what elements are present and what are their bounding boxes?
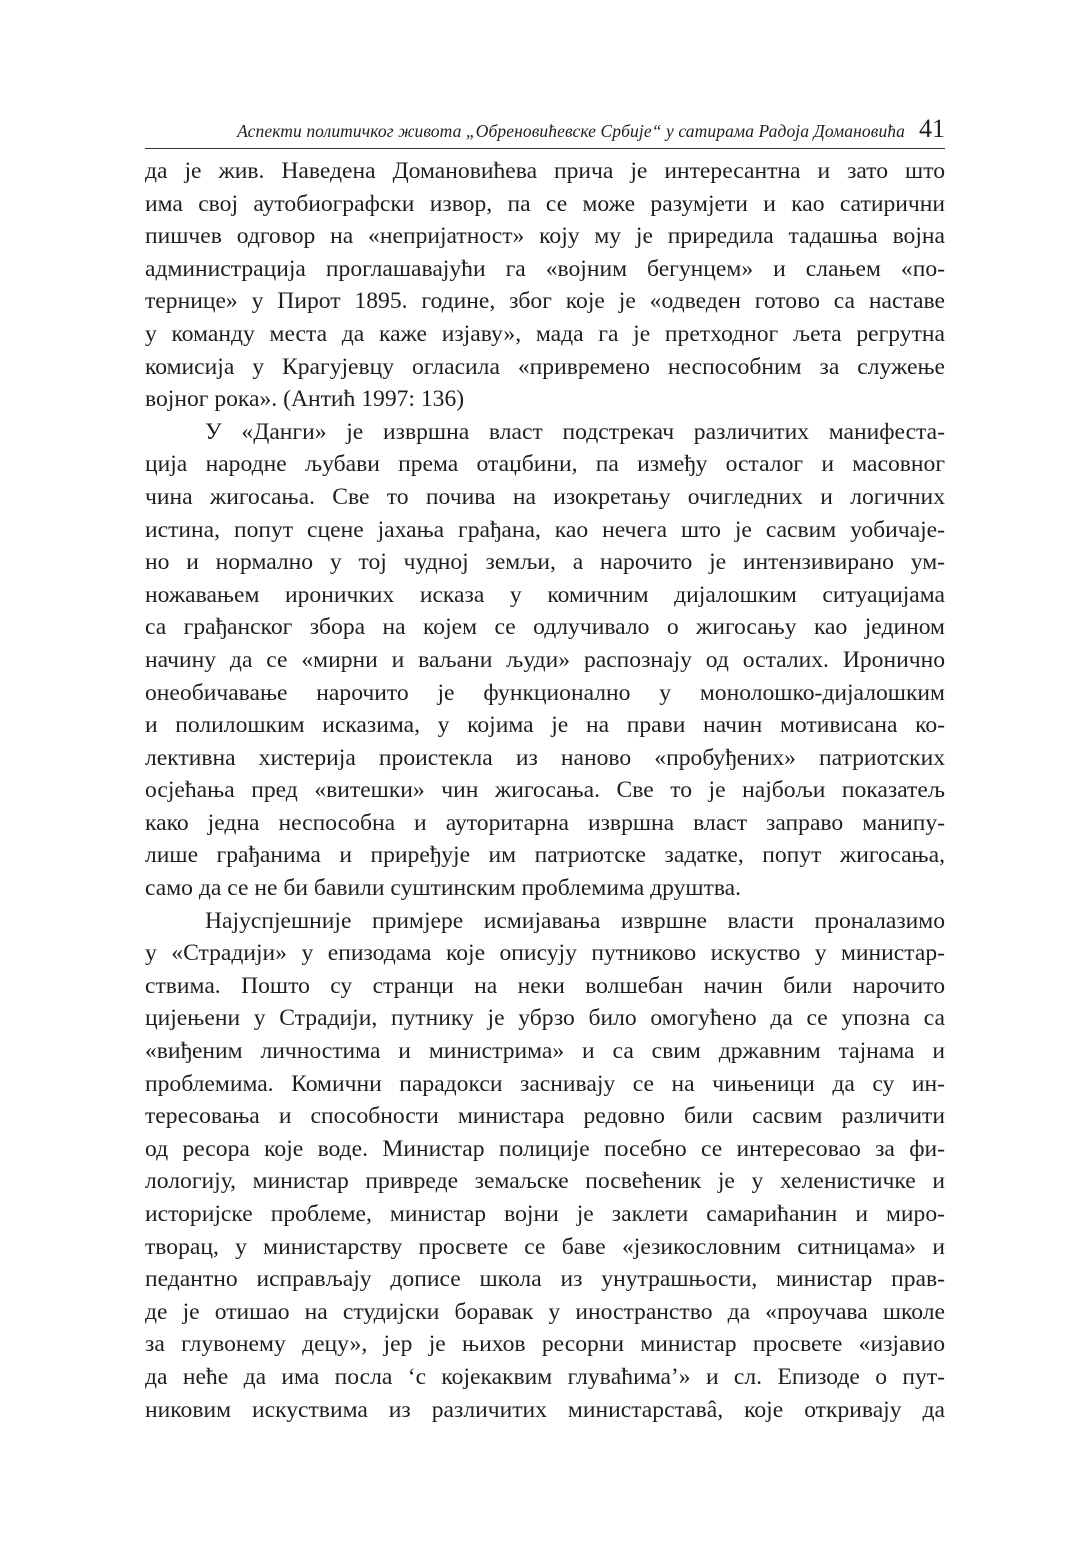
- text-line: педантно исправљају дописе школа из унутрашњости, министар прав-: [145, 1266, 945, 1293]
- text-line: «виђеним личностима и министрима» и са свим државним тајнама и: [145, 1038, 945, 1065]
- running-header: [145, 116, 945, 149]
- text-line: лективна хистерија проистекла из наново «пробуђених» патриотских: [145, 744, 945, 771]
- text-line: де је отишао на студијски боравак у иностранство да «проучава школе: [145, 1298, 945, 1325]
- text-line: да је жив. Наведена Домановићева прича је интересантна и зато што: [145, 158, 945, 184]
- text-line: Најуспјешније примјере исмијавања извршне власти проналазимо: [205, 907, 945, 934]
- text-line: има свој аутобиографски извор, па се може разумјети и као сатирични: [145, 190, 945, 217]
- text-line: у «Страдији» у епизодама које описују путниково искуство у министар-: [145, 940, 945, 967]
- paragraph: [145, 155, 945, 416]
- text-line: но и нормално у тој чудној земљи, а нарочито је интензивирано ум-: [145, 549, 945, 576]
- text-line: начину да се «мирни и ваљани људи» распознају од осталих. Иронично: [145, 646, 945, 673]
- text-line: онеобичавање нарочито је функционално у монолошко-дијалошким: [145, 679, 945, 706]
- text-line: лологију, министар привреде земаљске посвећеник је у хеленистичке и: [145, 1168, 945, 1195]
- text-line: у команду места да каже изјаву», мада га је претходног љета регрутна: [145, 320, 945, 347]
- text-line: истина, попут сцене јахања грађана, као нечега што је сасвим уобичаје-: [145, 516, 945, 543]
- text-line: никовим искуствима из различитих министарставâ, које откривају да: [145, 1396, 945, 1423]
- text-line: са грађанског збора на којем се одлучивало о жигосању као једином: [145, 614, 945, 641]
- text-line: пишчев одговор на «непријатност» коју му је приредила тадашња војна: [145, 223, 945, 250]
- text-line: У «Данги» је извршна власт подстрекач различитих манифеста-: [205, 418, 945, 445]
- text-line: за глувонему децу», јер је њихов ресорни министар просвете «изјавио: [145, 1331, 945, 1358]
- text-line: цијењени у Страдији, путнику је убрзо било омогућено да се упозна са: [145, 1005, 945, 1032]
- body-text: [145, 155, 945, 1426]
- text-line: лише грађанима и приређује им патриотске задатке, попут жигосања,: [145, 842, 945, 869]
- text-line: тернице» у Пирот 1895. године, због које је «одведен готово са наставе: [145, 288, 945, 315]
- text-line: ција народне љубави према отаџбини, па између осталог и масовног: [145, 451, 945, 478]
- text-line: како једна неспособна и ауторитарна извршна власт заправо манипу-: [145, 809, 945, 836]
- text-line: ножавањем ироничких исказа у комичним дијалошким ситуацијама: [145, 581, 945, 608]
- paragraph: [145, 905, 945, 1427]
- text-line: од ресора које воде. Министар полиције посебно се интересовао за фи-: [145, 1135, 945, 1162]
- text-line: и полилошким исказима, у којима је на прави начин мотивисана ко-: [145, 712, 945, 739]
- paragraph: [145, 416, 945, 905]
- text-line: проблемима. Комични парадокси заснивају се на чињеници да су ин-: [145, 1070, 945, 1097]
- page-number: 41: [919, 114, 945, 143]
- text-line: само да се не би бавили суштинским проблемима друштва.: [145, 875, 742, 902]
- text-line: осјећања пред «витешки» чин жигосања. Све то је најбољи показатељ: [145, 777, 945, 804]
- text-line: творац, у министарству просвете се баве «језикословним ситницама» и: [145, 1233, 945, 1260]
- text-line: да неће да има посла ‘с којекаквим глувaћима’» и сл. Епизоде о пут-: [145, 1363, 945, 1390]
- text-line: војног рока». (Антић 1997: 136): [145, 386, 465, 413]
- text-line: ствима. Пошто су странци на неки волшебан начин били нарочито: [145, 972, 945, 999]
- running-title: Аспекти политичког живота „Обреновићевске Србије“ у сатирама Радоја Домановића: [237, 121, 905, 141]
- text-line: чина жигосања. Све то почива на изокретању очигледних и логичних: [145, 483, 945, 510]
- text-line: администрација проглашавајући га «војним бегунцем» и слањем «по-: [145, 255, 945, 282]
- text-line: комисија у Крагујевцу огласила «привремено неспособним за служење: [145, 353, 945, 380]
- text-line: тересовања и способности министара редовно били сасвим различити: [145, 1103, 945, 1130]
- text-line: историјске проблеме, министар војни је заклети самарићанин и миро-: [145, 1201, 945, 1227]
